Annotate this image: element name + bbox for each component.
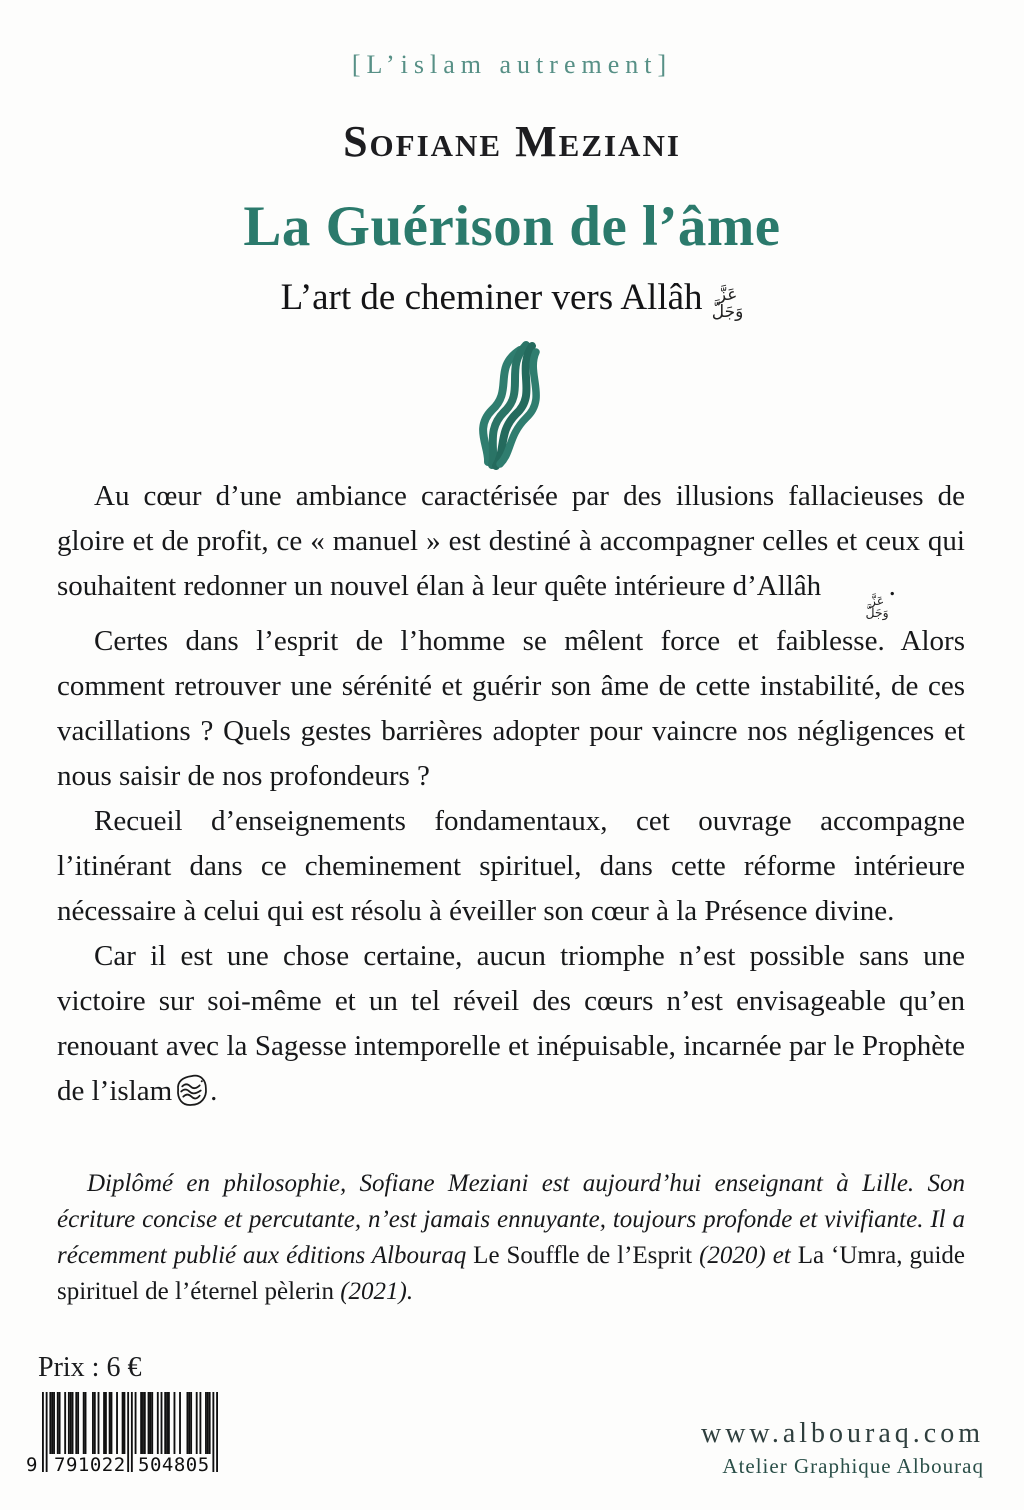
book-subtitle xyxy=(0,276,1024,322)
honorific-azza-wa-jall-icon: عَزَّ وَجَلَّ xyxy=(711,285,744,322)
collection-name: [L’islam autrement] xyxy=(351,50,673,79)
bio-text: et xyxy=(772,1242,798,1269)
blurb-paragraph: Certes dans l’esprit de l’homme se mêlent force et faiblesse. Alors comment retrouver une sérénité et guérir son âme de cette instabilité, de ces vacillations ? Quels gestes barrières adopter pour vaincre nos négligences et nous saisir de nos profondeurs ? xyxy=(57,624,965,792)
bio-book-title-1: Le Souffle de l’Esprit xyxy=(473,1242,700,1269)
blurb-paragraph: Au cœur d’une ambiance caractérisée par des illusions fallacieuses de gloire et de profit, ce « manuel » est destiné à accompagner celles et ceux qui souhaitent redonner un nouvel élan à leur quête intérieure d’Allâh عَزَّ وَجَلَّ . xyxy=(57,480,965,620)
barcode-digit-group: 9 xyxy=(26,1454,38,1476)
bio-year-1: (2020) xyxy=(699,1242,773,1269)
back-cover-blurb xyxy=(57,474,965,1114)
barcode-digit-group: 504805 xyxy=(138,1454,210,1476)
albouraq-flame-icon xyxy=(462,340,562,470)
author-bio xyxy=(57,1166,965,1310)
blurb-paragraph: Recueil d’enseignements fondamentaux, cet ouvrage accompagne l’itinérant dans ce cheminement spirituel, dans cette réforme intérieure nécessaire à celui qui est résolu à éveiller son cœur à la Présence divine. xyxy=(57,804,965,927)
publisher-imprint xyxy=(701,1418,984,1479)
blurb-paragraph: Car il est une chose certaine, aucun triomphe n’est possible sans une victoire sur soi-même et un tel réveil des cœurs n’est envisageable qu’en renouant avec la Sagesse intemporelle et inépuisable, incarnée par le Prophète de l’islam . xyxy=(57,939,965,1107)
publisher-website: www.albouraq.com xyxy=(700,1418,984,1449)
author-name: Sofiane Meziani xyxy=(343,117,681,166)
bio-year-2: (2021). xyxy=(340,1278,414,1305)
price-label: Prix : 6 € xyxy=(38,1352,142,1383)
isbn-barcode xyxy=(26,1392,236,1484)
barcode-digit-group: 791022 xyxy=(54,1454,126,1476)
honorific-azza-wa-jall-icon: عَزَّ وَجَلَّ xyxy=(865,593,889,620)
subtitle-text: L’art de cheminer vers Allâh xyxy=(280,277,712,318)
bio-book-title-2: La ‘Umra, guide spirituel de l’éternel pèlerin xyxy=(57,1242,965,1305)
book-title: La Guérison de l’âme xyxy=(243,195,781,258)
publisher-studio: Atelier Graphique Albouraq xyxy=(722,1454,984,1478)
honorific-salla-allahu-alayhi-wa-sallam-icon xyxy=(174,1073,210,1109)
bio-text: Diplômé en philosophie, Sofiane Meziani est aujourd’hui enseignant à Lille. Son écriture concise et percutante, n’est jamais ennuyante, toujours profonde et vivifiante. Il a récemment publié aux éditions Albouraq xyxy=(57,1170,965,1269)
